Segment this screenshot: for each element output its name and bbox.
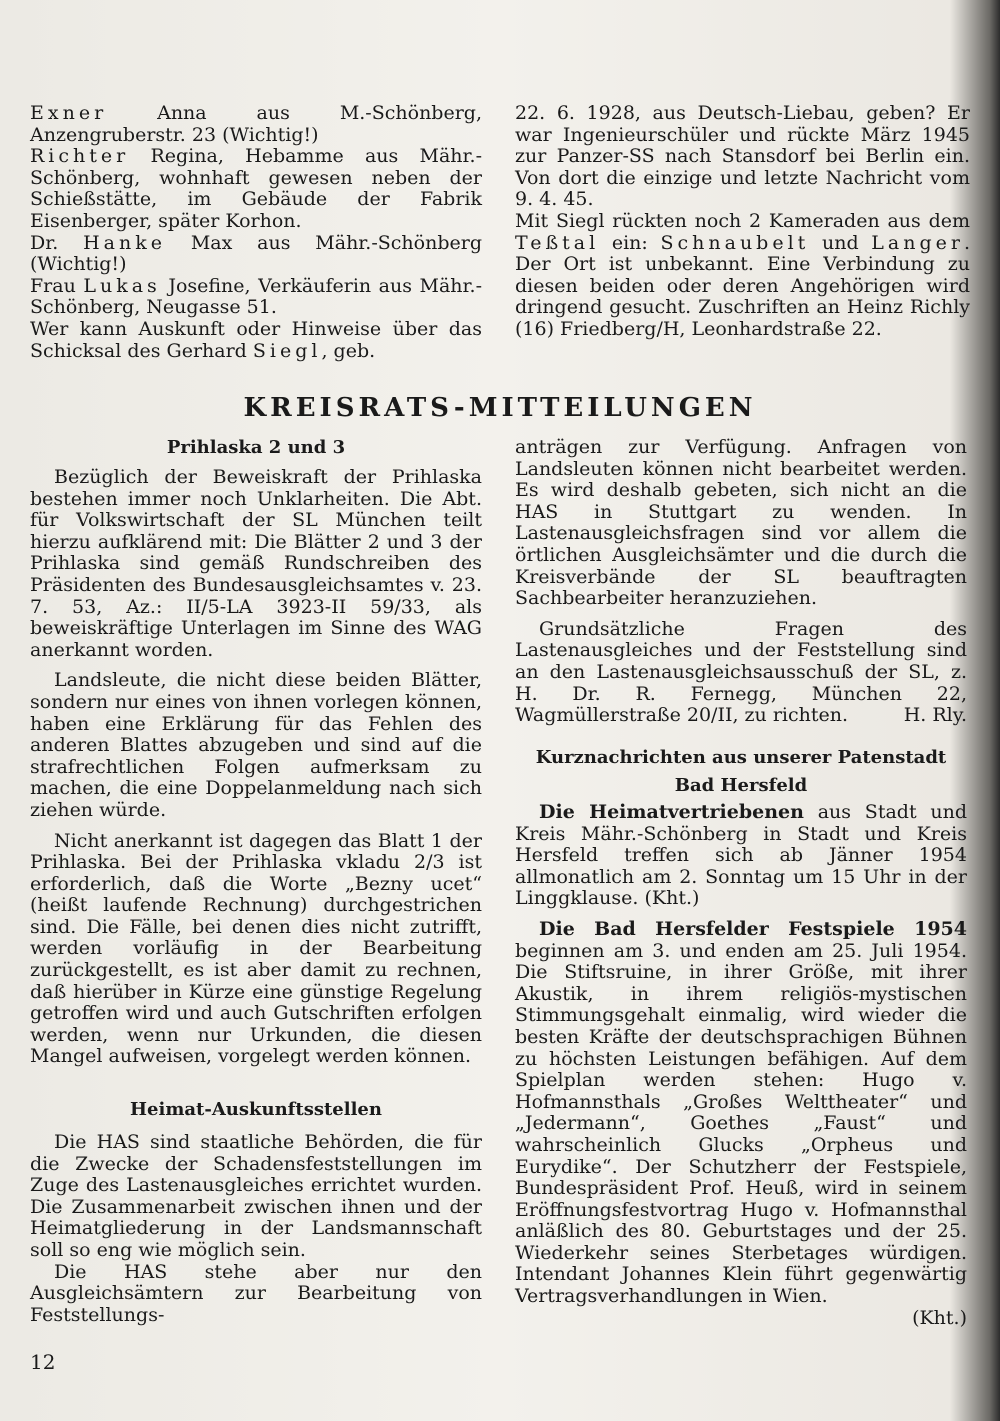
top-left-column [30,103,482,362]
prihlaska-paragraph-1: Bezüglich der Beweiskraft der Prihlaska bestehen immer noch Unklarheiten. Die Abt. für Volkswirtschaft der SL München teilt hierzu aufklärend mit: Die Blätter 2 und 3 der Prihlaska sind gemäß Rundschreiben des Präsidenten des Bundesausgleichsamtes v. 23. 7. 53, Az.: II/5-LA 3923-II 59/33, als beweiskräftige Unterlagen im Sinne des WAG anerkannt worden. [30,466,482,661]
comrades-paragraph: Mit Siegl rückten noch 2 Kameraden aus dem Teßtal ein: Schnaubelt und Langer. Der Ort ist unbekannt. Eine Verbindung zu diesen beiden oder deren Angehörigen wird dringend gesucht. Zuschriften an Heinz Richly (16) Friedberg/H, Leonhardstraße 22. [515,209,970,340]
prihlaska-paragraph-2: Landsleute, die nicht diese beiden Blätter, sondern nur eines von ihnen vorlegen können, haben eine Erklärung für das Fehlen des anderen Blattes abzugeben und sind auf die strafrechtlichen Folgen aufmerksam zu machen, die eine Doppelanmeldung nach sich ziehen würde. [30,669,482,821]
top-right-column [515,103,970,341]
section-title-kreisrats-mitteilungen: KREISRATS-MITTEILUNGEN [243,393,757,423]
news-heimatvertriebene: Die Heimatvertriebenen aus Stadt und Kreis Mähr.-Schönberg in Stadt und Kreis Hersfeld treffen sich ab Jänner 1954 allmonatlich am 2. Sonntag um 15 Uhr in der Linggklause. (Kht.) [515,801,967,910]
search-entry-exner: Exner Anna aus M.-Schönberg, Anzengruberstr. 23 (Wichtig!) [30,102,482,146]
search-entry-richter: Richter Regina, Hebamme aus Mähr.-Schönberg, wohnhaft gewesen neben der Schießstätte, im Gebäude der Fabrik Eisenberger, später Korhon. [30,145,482,232]
heimat-column [30,1132,482,1326]
search-entry-lukas: Frau Lukas Josefine, Verkäuferin aus Mähr.-Schönberg, Neugasse 51. [30,274,482,319]
signature-h-rly: H. Rly. [903,704,967,727]
heading-kurznachrichten-line1: Kurznachrichten aus unserer Patenstadt [535,747,947,768]
heading-heimat-auskunftsstellen: Heimat-Auskunftsstellen [130,1099,382,1120]
has-continuation-paragraph: anträgen zur Verfügung. Anfragen von Landsleuten können nicht bearbeitet werden. Es wird deshalb gebeten, sich nicht an die HAS in Stuttgart zu wenden. In Lastenausgleichsfragen sind vor allem die örtlichen Ausgleichsämter und die durch die Kreisverbände der SL beauftragten Sachbearbeiter heranzuziehen. [515,436,967,610]
page-number: 12 [30,1350,56,1374]
signature-kht: (Kht.) [912,1306,967,1329]
heading-kurznachrichten-line2: Bad Hersfeld [674,775,808,796]
search-query-siegl: Wer kann Auskunft oder Hinweise über das Schicksal des Gerhard Siegl, geb. [30,317,482,362]
siegl-details: 22. 6. 1928, aus Deutsch-Liebau, geben? Er war Ingenieurschüler und rückte März 1945 zur Panzer-SS nach Stansdorf bei Berlin ein. Von dort die einzige und letzte Nachricht vom 9. 4. 45. [515,102,970,211]
kurznachrichten-column [515,802,967,1329]
heading-prihlaska: Prihlaska 2 und 3 [166,437,346,458]
heimat-paragraph-1: Die HAS sind staatliche Behörden, die für die Zwecke der Schadensfeststellungen im Zuge des Lastenausgleiches errichtet wurden. Die Zusammenarbeit zwischen ihnen und der Heimatgliederung in der Landsmannschaft soll so eng wie möglich sein. [30,1131,482,1261]
prihlaska-paragraph-3: Nicht anerkannt ist dagegen das Blatt 1 der Prihlaska. Bei der Prihlaska vkladu 2/3 ist erforderlich, daß die Worte „Bezny ucet“ (heißt laufende Rechnung) durchgestrichen sind. Die Fälle, bei denen dies nicht zutrifft, werden vorläufig in der Bearbeitung zurückgestellt, es ist aber damit zu rechnen, daß hierüber in Kürze eine günstige Regelung getroffen wird und auch Gutschriften erfolgen werden, wenn nur Urkunden, die diesen Mangel aufweisen, vorgelegt werden können. [30,829,482,1068]
lastenausgleich-paragraph: Grundsätzliche Fragen des Lastenausgleiches und der Feststellung sind an den Lastenausgleichsausschuß der SL, z. H. Dr. R. Fernegg, München 22, Wagmüllerstraße 20/II, zu richten. H. Rly. [515,617,967,727]
news-festspiele: Die Bad Hersfelder Festspiele 1954 beginnen am 3. und enden am 25. Juli 1954. Die Stiftsruine, in ihrer Größe, mit ihrer Akustik, in ihrem religiös-mystischen Stimmungsgehalt einmalig, wird wieder die besten Kräfte der deutschsprachigen Bühnen zu höchsten Leistungen befähigen. Auf dem Spielplan werden stehen: Hugo v. Hofmannsthals „Großes Welttheater“ und „Jedermann“, Goethes „Faust“ und wahrscheinlich Glucks „Orpheus und Eurydike“. Der Schutzherr der Festspiele, Bundespräsident Prof. Heuß, wird in seinem Eröffnungsfestvortrag Hugo v. Hofmannsthal anläßlich des 80. Geburtstages und der 25. Wiederkehr seines Sterbetages würdigen. Intendant Johannes Klein führt gegenwärtig Vertragsverhandlungen in Wien. [515,917,967,1308]
main-right-column [515,437,967,727]
search-entry-hanke: Dr. Hanke Max aus Mähr.-Schönberg (Wichtig!) [30,231,482,276]
heimat-paragraph-2: Die HAS stehe aber nur den Ausgleichsämtern zur Bearbeitung von Feststellungs- [30,1260,482,1326]
main-left-column [30,467,482,1068]
heading-kurznachrichten [515,744,967,800]
